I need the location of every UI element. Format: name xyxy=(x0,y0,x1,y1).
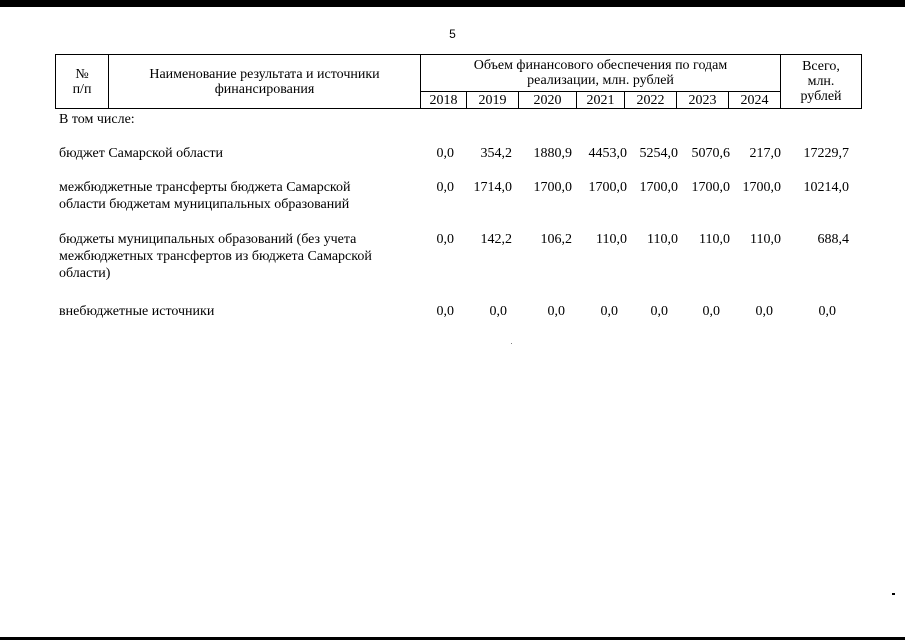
year-header-2024: 2024 xyxy=(729,92,781,109)
row-0-value-2019: 354,2 xyxy=(480,146,512,161)
row-0-label xyxy=(59,145,223,162)
top-rule xyxy=(0,0,905,7)
row-0-value-2021: 4453,0 xyxy=(588,146,627,161)
row-1-value-2020: 1700,0 xyxy=(533,180,572,195)
year-header-2023: 2023 xyxy=(677,92,729,109)
row-0-label-line-1: бюджет Самарской области xyxy=(59,146,223,161)
row-1-value-2022: 1700,0 xyxy=(639,180,678,195)
header-name-line-1: Наименование результата и источники xyxy=(149,66,380,82)
row-0-value-total: 17229,7 xyxy=(803,146,849,161)
year-header-2022: 2022 xyxy=(625,92,677,109)
header-name-line-2: финансирования xyxy=(214,81,315,97)
row-0-value-2020: 1880,9 xyxy=(533,146,572,161)
header-number-symbol: № xyxy=(75,66,89,82)
year-header-2020: 2020 xyxy=(519,92,577,109)
row-3-value-total: 0,0 xyxy=(818,304,836,319)
row-1-value-2024: 1700,0 xyxy=(742,180,781,195)
page-number: 5 xyxy=(449,27,456,41)
row-2-value-2019: 142,2 xyxy=(480,232,512,247)
row-1-value-2021: 1700,0 xyxy=(588,180,627,195)
row-1-label-line-2: области бюджетам муниципальных образований xyxy=(59,197,350,212)
row-2-value-2024: 110,0 xyxy=(750,232,781,247)
row-1-label xyxy=(59,179,351,213)
row-2-value-total: 688,4 xyxy=(817,232,849,247)
section-label: В том числе: xyxy=(59,112,135,127)
year-header-2021: 2021 xyxy=(577,92,625,109)
row-3-value-2023: 0,0 xyxy=(702,304,720,319)
row-2-label xyxy=(59,231,372,282)
year-header-2019: 2019 xyxy=(467,92,519,109)
row-3-label xyxy=(59,303,214,320)
row-2-value-2023: 110,0 xyxy=(699,232,730,247)
header-volume-cell xyxy=(421,55,781,92)
row-2-value-2022: 110,0 xyxy=(647,232,678,247)
row-3-value-2024: 0,0 xyxy=(755,304,773,319)
header-total-line-2: млн. xyxy=(807,74,835,89)
row-0-value-2024: 217,0 xyxy=(749,146,781,161)
financing-table-header xyxy=(55,54,862,109)
header-volume-line-1: Объем финансового обеспечения по годам xyxy=(473,58,728,73)
row-3-label-line-1: внебюджетные источники xyxy=(59,304,215,319)
row-1-value-total: 10214,0 xyxy=(803,180,849,195)
row-3-value-2020: 0,0 xyxy=(547,304,565,319)
row-2-value-2020: 106,2 xyxy=(540,232,572,247)
row-2-label-line-3: области) xyxy=(59,266,111,281)
row-2-value-2018: 0,0 xyxy=(436,232,454,247)
row-1-value-2019: 1714,0 xyxy=(473,180,512,195)
row-1-label-line-1: межбюджетные трансферты бюджета Самарской xyxy=(59,180,351,195)
row-2-label-line-1: бюджеты муниципальных образований (без учета xyxy=(59,232,357,247)
header-number-abbrev: п/п xyxy=(72,81,92,97)
row-3-value-2019: 0,0 xyxy=(489,304,507,319)
scan-speck xyxy=(892,593,895,595)
row-0-value-2022: 5254,0 xyxy=(639,146,678,161)
header-name-cell xyxy=(109,55,421,109)
row-1-value-2018: 0,0 xyxy=(436,180,454,195)
header-total-cell xyxy=(781,55,862,109)
year-header-2018: 2018 xyxy=(421,92,467,109)
header-total-line-3: рублей xyxy=(800,89,842,104)
row-3-value-2018: 0,0 xyxy=(436,304,454,319)
row-1-value-2023: 1700,0 xyxy=(691,180,730,195)
row-3-value-2021: 0,0 xyxy=(600,304,618,319)
row-0-value-2023: 5070,6 xyxy=(691,146,730,161)
row-0-value-2018: 0,0 xyxy=(436,146,454,161)
row-2-value-2021: 110,0 xyxy=(596,232,627,247)
row-3-value-2022: 0,0 xyxy=(650,304,668,319)
header-number-cell xyxy=(56,55,109,109)
header-volume-line-2: реализации, млн. рублей xyxy=(527,73,674,88)
scan-speck xyxy=(511,343,512,344)
header-total-line-1: Всего, xyxy=(802,59,840,74)
row-2-label-line-2: межбюджетных трансфертов из бюджета Самарской xyxy=(59,249,372,264)
